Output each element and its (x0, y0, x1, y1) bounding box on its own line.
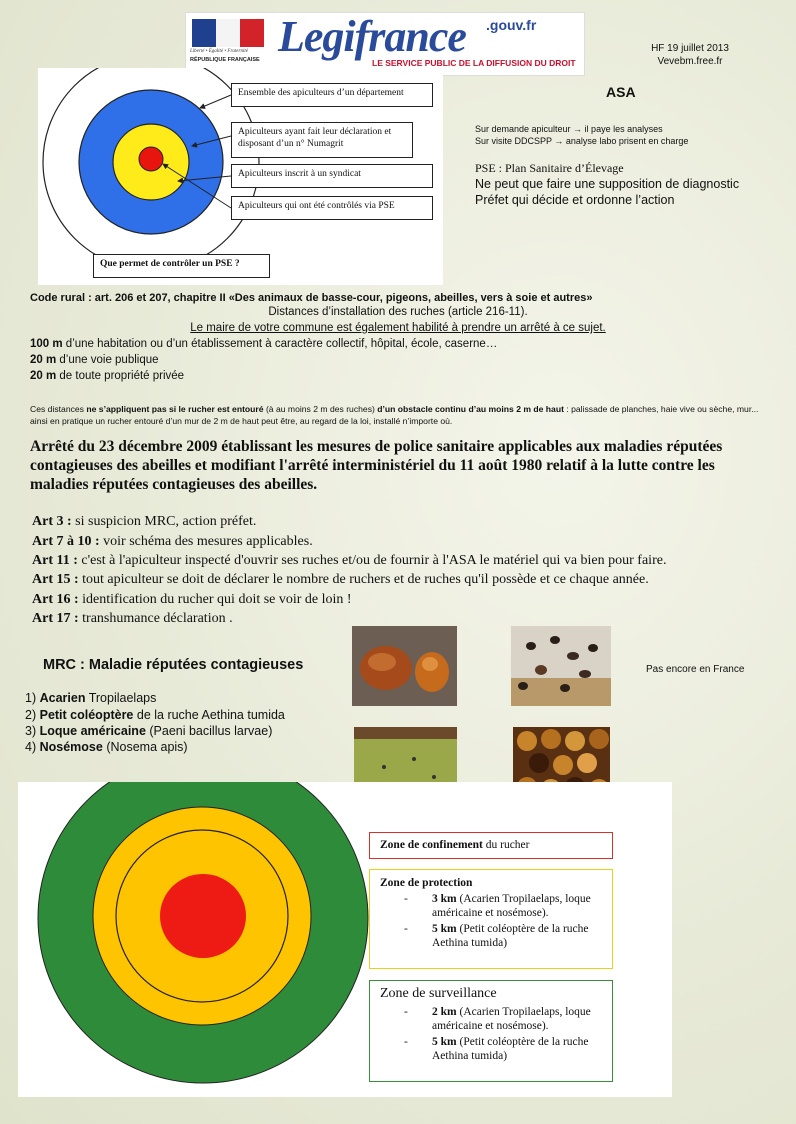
not-in-france-note: Pas encore en France (646, 664, 745, 675)
article-text: si suspicion MRC, action préfet. (71, 514, 257, 529)
zone-protection-title: Zone de protection (380, 877, 473, 889)
article-text: transhumance déclaration . (78, 611, 233, 626)
mrc-item (25, 724, 272, 738)
mrc-detail: (Nosema apis) (102, 740, 188, 754)
surveillance-distance: 2 km (432, 1006, 457, 1018)
mrc-title: MRC : Maladie réputées contagieuses (43, 657, 304, 673)
mrc-num: 3) (25, 724, 37, 738)
distance-text: d’une voie publique (56, 354, 159, 366)
mrc-disease: Loque américaine (39, 724, 146, 738)
code-rural-title: Code rural : art. 206 et 207, chapitre II «Des animaux de basse-cour, pigeons, abeilles, vers à soie et autres» (30, 292, 593, 304)
article-item (32, 572, 649, 588)
article-text: identification du rucher qui doit se voir de loin ! (78, 592, 352, 607)
article-item (32, 514, 256, 530)
beekeepers-diagram (38, 68, 443, 285)
article-label: Art 7 à 10 : (32, 534, 100, 549)
pse-definition: PSE : Plan Sanitaire d’Élevage (475, 161, 624, 175)
exc-text: Ces distances (30, 404, 87, 414)
article-item (32, 534, 313, 550)
zone-confinement-box (369, 832, 613, 859)
asa-line-2: Sur visite DDCSPP → analyse labo prisent en charge (475, 136, 689, 146)
logo-motto: Liberté • Égalité • Fraternité (190, 49, 248, 54)
surveillance-distance: 5 km (432, 1036, 457, 1048)
author-date (640, 42, 740, 68)
zone-protection-box (369, 869, 613, 969)
protection-item (380, 892, 602, 920)
exc-bold: ne s’appliquent pas si le rucher est entouré (86, 404, 264, 414)
article-label: Art 3 : (32, 514, 72, 529)
arrete-title: Arrêté du 23 décembre 2009 établissant les mesures de police sanitaire applicables aux maladies réputées contagieuses des abeilles et modifiant l'arrêté interministériel du 11 août 1980 relatif à la lutte contre les maladies réputées contagieuses des abeilles. (30, 438, 723, 493)
logo-tagline: LE SERVICE PUBLIC DE LA DIFFUSION DU DROIT (372, 58, 576, 68)
distance-text: d’une habitation ou d’un établissement à caractère collectif, hôpital, école, caserne… (62, 338, 498, 350)
logo-name: Legifrance (278, 12, 466, 61)
distance-value: 100 m (30, 338, 63, 350)
article-label: Art 15 : (32, 572, 79, 587)
surveillance-detail: (Acarien Tropilaelaps, loque américaine et nosémose). (432, 1006, 591, 1032)
author-site-line: Vevebm.free.fr (657, 56, 723, 67)
exc-text: (à au moins 2 m des ruches) (263, 404, 378, 414)
distance-exception (30, 403, 770, 427)
distance-property (30, 370, 184, 382)
distance-value: 20 m (30, 354, 57, 366)
mrc-disease: Nosémose (39, 740, 103, 754)
mrc-item (25, 740, 188, 754)
mrc-num: 4) (25, 740, 37, 754)
article-text: c'est à l'apiculteur inspecté d'ouvrir ses ruches et/ou de fournir à l'ASA le matériel qui va bien pour faire. (77, 553, 667, 568)
zones-diagram (18, 782, 672, 1097)
article-label: Art 16 : (32, 592, 79, 607)
zone-confinement-title: Zone de confinement (380, 839, 483, 851)
surveillance-detail: (Petit coléoptère de la ruche Aethina tumida) (432, 1036, 589, 1062)
mrc-disease: Acarien (39, 691, 86, 705)
article-item (32, 611, 233, 627)
mrc-item (25, 708, 285, 722)
label-pse-controlled: Apiculteurs qui ont été contrôlés via PSE (231, 196, 433, 220)
confinement-circle (160, 874, 246, 958)
author-date-line: HF 19 juillet 2013 (651, 43, 729, 54)
label-declared-beekeepers: Apiculteurs ayant fait leur déclaration et disposant d’un n° Numagrit (231, 122, 413, 158)
asa-line-1: Sur demande apiculteur → il paye les analyses (475, 124, 663, 134)
pse-question: Que permet de contrôler un PSE ? (93, 254, 270, 278)
protection-distance: 5 km (432, 923, 457, 935)
maire-note: Le maire de votre commune est également habilité à prendre un arrêté à ce sujet. (190, 322, 606, 334)
zone-surveillance-title: Zone de surveillance (380, 986, 497, 1001)
label-all-beekeepers: Ensemble des apiculteurs d’un département (231, 83, 433, 107)
surveillance-item (380, 1005, 602, 1033)
mrc-num: 2) (25, 708, 37, 722)
article-item (32, 553, 666, 569)
mrc-detail: Tropilaelaps (85, 691, 157, 705)
french-flag-icon (192, 19, 264, 47)
distances-title: Distances d’installation des ruches (article 216-11). (268, 306, 528, 318)
exc-text: : palissade de planches, haie vive ou sèche, mur... ainsi en pratique un rucher entouré d’un mur de 2 m de haut peut être, au regard de la loi, installé n’importe où. (30, 404, 759, 426)
protection-distance: 3 km (432, 893, 457, 905)
article-label: Art 11 : (32, 553, 78, 568)
red-circle (139, 147, 163, 171)
surveillance-item (380, 1035, 602, 1063)
photo-mites-on-bees (511, 626, 611, 706)
mrc-item (25, 691, 156, 705)
legifrance-logo (185, 12, 585, 76)
mrc-detail: (Paeni bacillus larvae) (145, 724, 273, 738)
protection-detail: (Acarien Tropilaelaps, loque américaine et nosémose). (432, 893, 591, 919)
logo-tld: .gouv.fr (486, 17, 537, 33)
mrc-detail: de la ruche Aethina tumida (133, 708, 285, 722)
distance-value: 20 m (30, 370, 57, 382)
protection-item (380, 922, 602, 950)
exc-bold: d’un obstacle continu d’au moins 2 m de haut (377, 404, 564, 414)
article-item (32, 592, 352, 608)
logo-republic: RÉPUBLIQUE FRANÇAISE (190, 57, 260, 63)
distance-road (30, 354, 159, 366)
bees-photo-icon (511, 626, 611, 706)
article-label: Art 17 : (32, 611, 79, 626)
zone-surveillance-box (369, 980, 613, 1082)
distance-habitation (30, 338, 497, 350)
article-text: voir schéma des mesures applicables. (99, 534, 313, 549)
mrc-num: 1) (25, 691, 37, 705)
mite-photo-icon (352, 626, 457, 706)
label-syndicate-beekeepers: Apiculteurs inscrit à un syndicat (231, 164, 433, 188)
zone-confinement-rest: du rucher (482, 839, 530, 851)
mrc-disease: Petit coléoptère (39, 708, 134, 722)
protection-detail: (Petit coléoptère de la ruche Aethina tumida) (432, 923, 589, 949)
asa-line-3: Ne peut que faire une supposition de diagnostic (475, 177, 740, 191)
photo-tropilaelaps (352, 626, 457, 706)
asa-title: ASA (606, 84, 636, 100)
asa-line-4: Préfet qui décide et ordonne l’action (475, 193, 675, 207)
article-text: tout apiculteur se doit de déclarer le nombre de ruchers et de ruches qu'il possède et ce chaque année. (78, 572, 649, 587)
distance-text: de toute propriété privée (56, 370, 185, 382)
